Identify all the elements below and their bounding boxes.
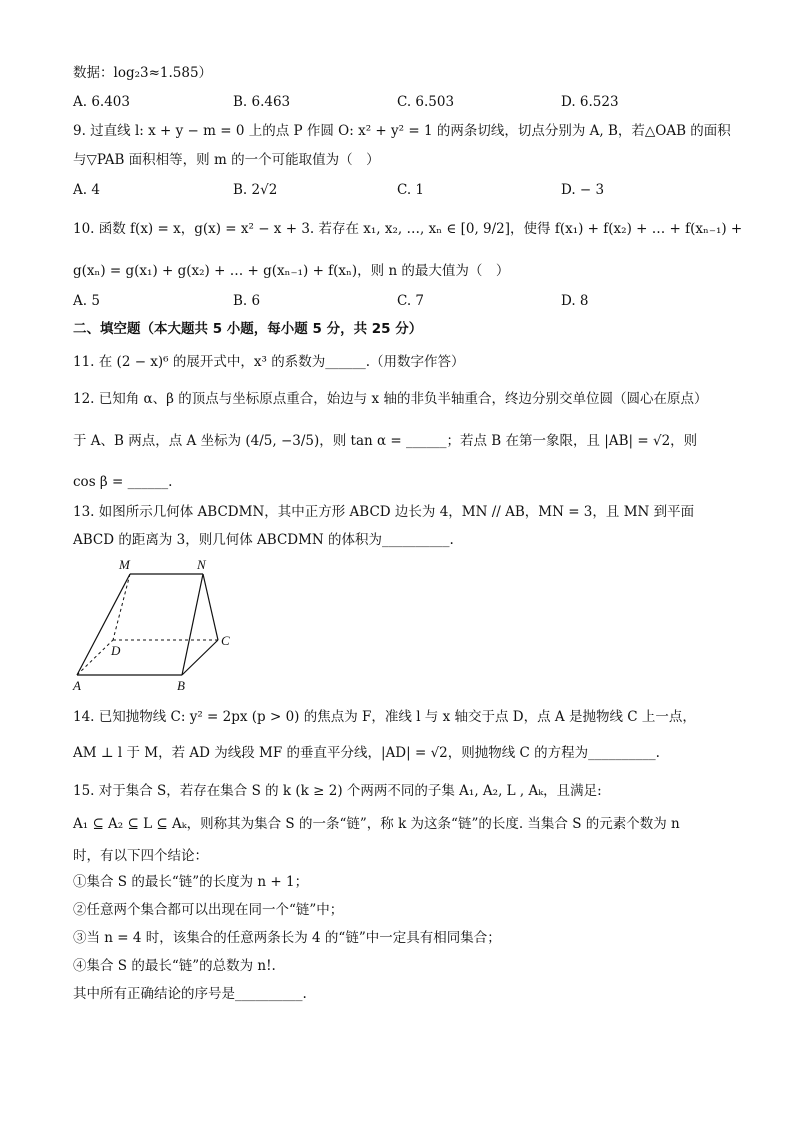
q9-options [73, 181, 733, 199]
q9-option-c: C. 1 [397, 182, 425, 198]
label-C: C [221, 633, 230, 648]
edge-AD [77, 640, 113, 675]
q13-text-line2: ABCD 的距离为 3，则几何体 ABCDMN 的体积为__________. [73, 532, 454, 548]
q10-option-c: C. 7 [397, 293, 425, 309]
q8-option-a: A. 6.403 [73, 94, 130, 110]
label-D: D [111, 643, 121, 658]
q12-text-line1: 12. 已知角 α、β 的顶点与坐标原点重合，始边与 x 轴的非负半轴重合，终边分别交单位圆（圆心在原点） [73, 391, 708, 407]
q15-statement-1: ①集合 S 的最长“链”的长度为 n + 1； [73, 874, 309, 890]
geometry-figure [70, 556, 250, 696]
q15-answer-prompt: 其中所有正确结论的序号是__________. [73, 986, 307, 1002]
q14-text-line1: 14. 已知抛物线 C: y² = 2px (p > 0) 的焦点为 F，准线 l 与 x 轴交于点 D，点 A 是抛物线 C 上一点， [73, 709, 696, 725]
edge-AM [77, 574, 130, 675]
q9-text-line2: 与▽PAB 面积相等，则 m 的一个可能取值为（ ） [73, 152, 380, 168]
edge-BC [182, 640, 218, 675]
q15-text-line1: 15. 对于集合 S，若存在集合 S 的 k (k ≥ 2) 个两两不同的子集 A₁, A₂, L , Aₖ，且满足: [73, 783, 602, 799]
q9-option-d: D. − 3 [561, 182, 605, 198]
q13-text-line1: 13. 如图所示几何体 ABCDMN，其中正方形 ABCD 边长为 4，MN // AB，MN = 3，且 MN 到平面 [73, 504, 695, 520]
q8-data-note: 数据：log₂3≈1.585） [73, 65, 213, 81]
edge-NC [203, 574, 218, 640]
q15-text-line3: 时，有以下四个结论： [73, 848, 208, 864]
q15-statement-4: ④集合 S 的最长“链”的总数为 n!. [73, 958, 276, 974]
label-M: M [119, 557, 130, 572]
label-B: B [177, 678, 185, 693]
q10-option-d: D. 8 [561, 293, 589, 309]
q9-text-line1: 9. 过直线 l: x + y − m = 0 上的点 P 作圆 O: x² + y² = 1 的两条切线，切点分别为 A, B，若△OAB 的面积 [73, 123, 731, 139]
q9-option-b: B. 2√2 [233, 182, 278, 198]
q8-option-b: B. 6.463 [233, 94, 291, 110]
q10-option-a: A. 5 [73, 293, 100, 309]
q10-options [73, 292, 733, 310]
label-A: A [73, 678, 81, 693]
q10-option-b: B. 6 [233, 293, 261, 309]
q12-text-line2: 于 A、B 两点，点 A 坐标为 (4/5, −3/5)，则 tan α = ______；若点 B 在第一象限，且 |AB| = √2，则 [73, 433, 698, 449]
q10-text-line1: 10. 函数 f(x) = x，g(x) = x² − x + 3. 若存在 x₁, x₂, …, xₙ ∈ [0, 9/2]，使得 f(x₁) + f(x₂) + … + f(xₙ₋₁) + [73, 221, 743, 237]
q9-option-a: A. 4 [73, 182, 100, 198]
q8-options [73, 93, 733, 111]
q11-text: 11. 在 (2 − x)⁶ 的展开式中，x³ 的系数为______.（用数字作答） [73, 354, 465, 370]
q15-text-line2: A₁ ⊆ A₂ ⊆ L ⊆ Aₖ，则称其为集合 S 的一条“链”，称 k 为这条“链”的长度. 当集合 S 的元素个数为 n [73, 816, 680, 832]
q10-text-line2: g(xₙ) = g(x₁) + g(x₂) + … + g(xₙ₋₁) + f(xₙ)，则 n 的最大值为（ ） [73, 263, 510, 279]
q8-option-c: C. 6.503 [397, 94, 455, 110]
q12-text-line3: cos β = ______. [73, 474, 173, 490]
q15-statement-2: ②任意两个集合都可以出现在同一个“链”中； [73, 902, 344, 918]
section-heading: 二、填空题（本大题共 5 小题，每小题 5 分，共 25 分） [73, 321, 423, 337]
q14-text-line2: AM ⊥ l 于 M，若 AD 为线段 MF 的垂直平分线，|AD| = √2，则抛物线 C 的方程为__________. [73, 745, 660, 761]
q8-option-d: D. 6.523 [561, 94, 619, 110]
q15-statement-3: ③当 n = 4 时，该集合的任意两条长为 4 的“链”中一定具有相同集合； [73, 930, 501, 946]
edge-BN [182, 574, 203, 675]
edge-MD [113, 574, 130, 640]
label-N: N [197, 557, 206, 572]
